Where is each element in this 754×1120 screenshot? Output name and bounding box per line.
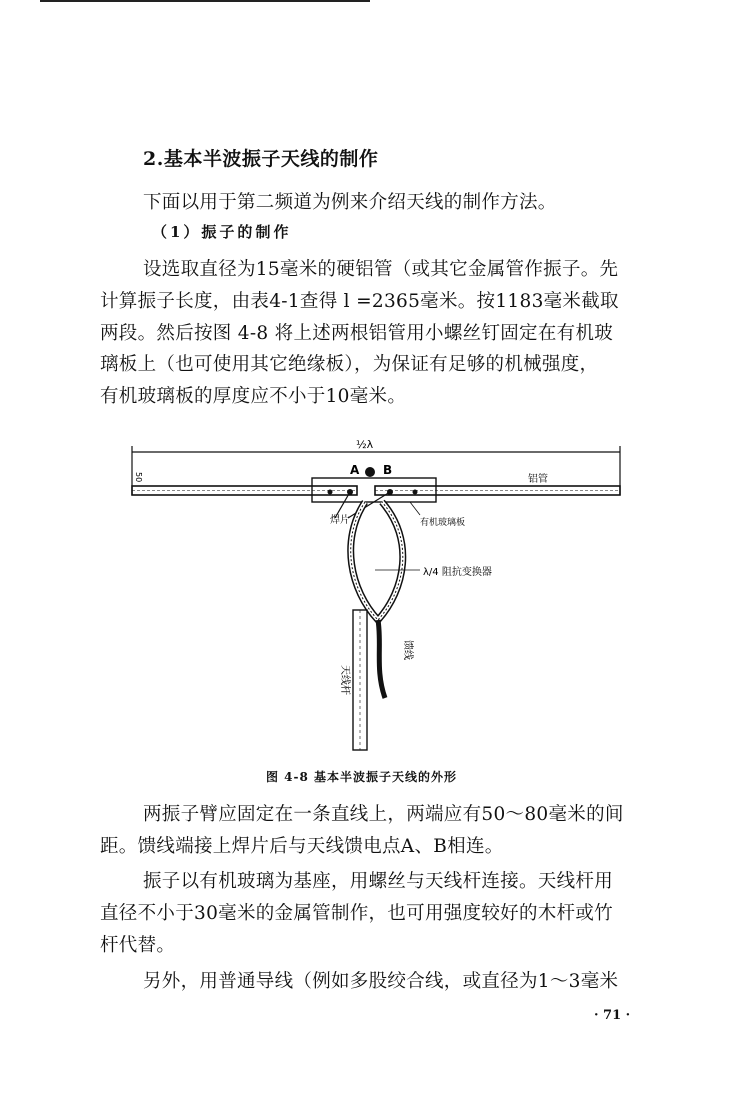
intro-line: 下面以用于第二频道为例来介绍天线的制作方法。 bbox=[143, 192, 557, 213]
solder-tab-label: 焊片 bbox=[330, 515, 350, 526]
para1-line: 设选取直径为15毫米的硬铝管（或其它金属管作振子。先 bbox=[143, 259, 619, 280]
feeder-label: 馈线 bbox=[402, 640, 413, 660]
antenna-figure bbox=[120, 430, 640, 760]
gap-label: 50 bbox=[134, 472, 143, 483]
figure-caption: 图 4-8 基本半波振子天线的外形 bbox=[266, 770, 458, 784]
half-lambda-label: ½λ bbox=[356, 438, 374, 451]
para3-line: 振子以有机玻璃为基座，用螺丝与天线杆连接。天线杆用 bbox=[143, 871, 614, 892]
screw bbox=[413, 490, 418, 495]
para1-line: 有机玻璃板的厚度应不小于10毫米。 bbox=[100, 386, 407, 407]
para1-line: 两段。然后按图 4-8 将上述两根铝管用小螺丝钉固定在有机玻 bbox=[100, 323, 614, 344]
feed-point-center bbox=[365, 467, 375, 477]
plexiglass-label: 有机玻璃板 bbox=[420, 518, 466, 528]
balun-label: λ/4 阻抗变换器 bbox=[423, 567, 492, 578]
feeder-cable bbox=[378, 620, 385, 698]
para2-line: 距。馈线端接上焊片后与天线馈电点A、B相连。 bbox=[100, 836, 504, 857]
point-b-label: B bbox=[383, 463, 393, 477]
subsection-heading: （1）振子的制作 bbox=[152, 223, 292, 241]
para2-line: 两振子臂应固定在一条直线上，两端应有50～80毫米的间 bbox=[143, 804, 624, 825]
para1-line: 璃板上（也可使用其它绝缘板），为保证有足够的机械强度， bbox=[100, 354, 599, 375]
para3-line: 杆代替。 bbox=[100, 935, 176, 956]
para3-line: 直径不小于30毫米的金属管制作，也可用强度较好的木杆或竹 bbox=[100, 903, 613, 924]
section-heading: 2.基本半波振子天线的制作 bbox=[143, 148, 379, 170]
para1-line: 计算振子长度，由表4-1查得 l =2365毫米。按1183毫米截取 bbox=[100, 291, 619, 312]
aluminum-tube-label: 铝管 bbox=[528, 474, 548, 485]
point-a-label: A bbox=[350, 463, 360, 477]
mast-label: 天线杆 bbox=[339, 665, 350, 695]
para4-line: 另外，用普通导线（例如多股绞合线，或直径为1～3毫米 bbox=[143, 971, 619, 992]
top-rule bbox=[40, 0, 370, 2]
page-number: · 71 · bbox=[594, 1008, 631, 1023]
screw bbox=[328, 490, 333, 495]
